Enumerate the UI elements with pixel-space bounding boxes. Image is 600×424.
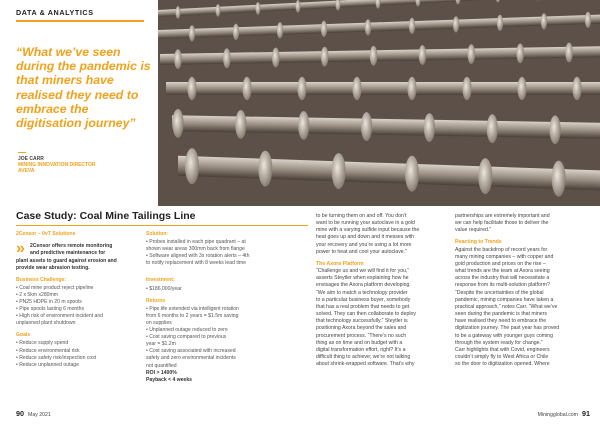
body-line: that technology successfully.” Steytler is [316,318,408,325]
pipe-flange [216,4,221,17]
pipe-flange [321,47,329,67]
pipe-flange [174,49,182,69]
attribution [18,156,96,174]
list-item: • Cost saving compared to previous [146,334,227,341]
body-line: your recovery and you’re using a lot more [316,241,412,248]
page-number-left: 90 [16,409,24,418]
pipe-flange [223,48,231,68]
pipe-flange [361,112,372,141]
pipe-flange [235,110,246,139]
pipe-flange [453,16,459,32]
pipe-flange [467,44,475,64]
list-item: • Software aligned with 3x rotation alerts – 4th [146,253,250,260]
pipe-flange [272,48,280,68]
body-line: “Challenge us and we will find it for you,” [316,268,410,275]
pipe-flange [256,2,261,15]
pull-quote: “What we’ve seen during the pandemic is that miners have realised they need to embrace the digitisation journey” [16,45,151,131]
body-line: power to heat and cool your autoclave.” [316,248,407,255]
pipe-flange [233,24,239,40]
list-item: year = $1.2m [146,341,176,348]
pipe-flange [516,43,524,63]
body-line: have realised they need to embrace the [455,318,547,325]
list-item: • $186,000/year [146,285,182,292]
issue-date: May 2021 [28,412,51,418]
body-line: solved. They can then collaborate to deploy [316,311,416,318]
body-line: through the system ready for change.” [455,339,543,346]
pipe-flange [370,46,378,66]
body-line: “We aim to match a technology provider [316,289,408,296]
body-line: difficult thing to achieve; we’re not talking [316,353,411,360]
case-study-rule [16,225,308,226]
pipe-flange [258,151,272,187]
body-line: pandemic, mining companies have taken a [455,296,554,303]
body-line: mine with a varying sulfide input because the [316,227,420,234]
body-line: about shrink-wrapped software. That’s why [316,361,415,368]
case-study-left-column [16,231,134,369]
body-line: response from its multi-solution platform? [455,282,550,289]
body-line: positioning Axora beyond the sales and [316,325,407,332]
pipe-flange [365,19,371,35]
pipe-flange [409,18,415,34]
attribution-name: JOE CARR [18,156,44,162]
company-heading: 2Censor – 0vT Solutions [16,231,76,237]
body-line: “Despite the uncertainties of the global [455,289,544,296]
subheading: The Axora Platform [316,260,364,267]
list-item: on supplies [146,319,172,326]
pipe-flange [298,111,309,140]
roi-value: ROI > 1400% [146,369,177,376]
pipe-flange [242,77,251,100]
case-study-title: Case Study: Coal Mine Tailings Line [16,210,196,222]
goals-heading: Goals [16,332,31,339]
callout-tail: plant assets to guard against erosion and provide wear abrasion testing. [16,257,117,271]
list-item: • PN25 HDPE in 20 m spools [16,298,82,305]
section-tag: DATA & ANALYTICS [16,8,94,17]
list-item: not quantified [146,362,177,369]
body-line: want to be running your autoclave in a gold [316,220,415,227]
solution-heading: Solution: [146,231,169,237]
pipe-flange [407,77,416,100]
pipe-run [166,82,600,95]
company-callout [16,240,134,258]
pipe-flange [550,115,561,144]
pipe-flange [405,156,419,192]
list-item: safety and zero environmental incidents [146,355,236,362]
pipe-flange [189,25,195,41]
case-study-right-column [146,231,306,384]
body-line: value required.” [455,227,492,234]
list-item: • Cost saving associated with increased [146,348,236,355]
investment-heading: Investment: [146,277,175,284]
pipe-flange [541,13,547,29]
pipe-flange [497,15,503,31]
attribution-role: MINING INNOVATION DIRECTOR [18,162,96,168]
list-item: • Reduce unplanned outage [16,361,79,368]
callout-line: 2Censor offers remote monitoring [30,243,113,250]
returns-heading: Returns [146,297,166,304]
article-column-4 [455,213,591,368]
pipe-flange [352,77,361,100]
list-item: • Reduce environmental risk [16,347,80,354]
body-line: thing as on time and on budget with a [316,339,403,346]
payback-value: Payback < 4 weeks [146,376,193,383]
list-item: • Unplanned outage reduced to zero [146,327,228,334]
body-line: what trends are the team at Axora seeing [455,268,550,275]
list-item: from 6 months to 2 years = $1.5m saving [146,312,239,319]
list-item: unplanned plant shutdown [16,320,76,327]
pipe-flange [478,158,492,194]
body-line: digitization journey. The past year has proved [455,325,560,332]
body-line: Against the backdrop of record years for [455,246,548,253]
pipe-flange [565,43,573,63]
section-rule [16,20,144,22]
pipe-flange [572,77,581,100]
pipe-flange [172,109,183,138]
body-line: seen during the pandemic is that miners [455,311,547,318]
list-item: • High risk of environment incident and [16,313,104,320]
pipe-flange [517,77,526,100]
body-line: digital transformation effort, right? It’s a [316,346,406,353]
body-line: asserts Steytler when explaining how he [316,275,409,282]
list-item: • Pipe life extended via intelligent rotation [146,305,239,312]
body-line: many mining companies – with copper and [455,253,554,260]
pipe-flange [187,77,196,100]
subheading: Reacting to Trends [455,239,502,246]
body-line: Carr highlights that with Covid, engineers [455,346,550,353]
article-column-3 [316,213,452,368]
folio-right [538,409,590,418]
list-item: • 2 x 5km x280mm [16,291,58,298]
pipe-flange [424,113,435,142]
body-line: procurement process. “There’s no such [316,332,407,339]
body-line: gold production and prices on the rise – [455,260,546,267]
list-item: • Probes installed in each pipe quadrant – at [146,239,246,246]
body-line: couldn’t simply fly to West Africa or Chile [455,353,549,360]
list-item: • Pipe spools lasting 6 months [16,306,85,313]
body-line: practical approach,” notes Carr. “What we’ve [455,303,558,310]
site-name: Miningglobal.com [537,412,578,418]
body-line: envisages the Axora platform developing. [316,282,411,289]
pipe-flange [297,77,306,100]
list-item: • Reduce safety risk/inspection cost [16,354,97,361]
pipe-flange [296,0,301,13]
list-item: to notify replacement with 8 weeks lead time [146,260,246,267]
body-line: partnerships are extremely important and [455,213,550,219]
pipe-flange [321,21,327,37]
pipe-flange [487,114,498,143]
body-line: we can help facilitate those to deliver the [455,220,549,227]
list-item: • Reduce supply spend [16,340,69,347]
body-line: heat goes up and down and it messes with [316,234,415,241]
body-line: to be turning them on and off. You don’t [316,213,407,219]
body-line: to a particular business buyer, somebody [316,296,411,303]
list-item: • Coal mine product reject pipeline [16,284,94,291]
body-line: so the door to digitization opened. Where [455,361,550,368]
callout-line: and predictive maintenance for [30,250,106,257]
industrial-pipes-image [158,0,600,206]
business-challenge-heading: Business Challenge: [16,276,67,283]
body-line: that has a real problem that needs to get [316,303,410,310]
pipe-flange [185,148,199,184]
attribution-company: AVEVA [18,168,35,174]
chevron-right-icon: » [16,240,25,258]
pipe-flange [552,161,566,197]
folio-left [16,409,51,418]
body-line: to be a gateway with younger guys coming [455,332,554,339]
body-line: across the industry that will necessitate a [455,275,550,282]
pipe-flange [176,6,181,19]
pipe-flange [277,22,283,38]
attribution-rule [18,152,26,153]
page-number-right: 91 [582,409,590,418]
pipe-flange [462,77,471,100]
pipe-flange [332,153,346,189]
pipe-flange [585,12,591,28]
list-item: shown wear areas 300mm back from flange [146,246,245,253]
pipe-flange [419,45,427,65]
